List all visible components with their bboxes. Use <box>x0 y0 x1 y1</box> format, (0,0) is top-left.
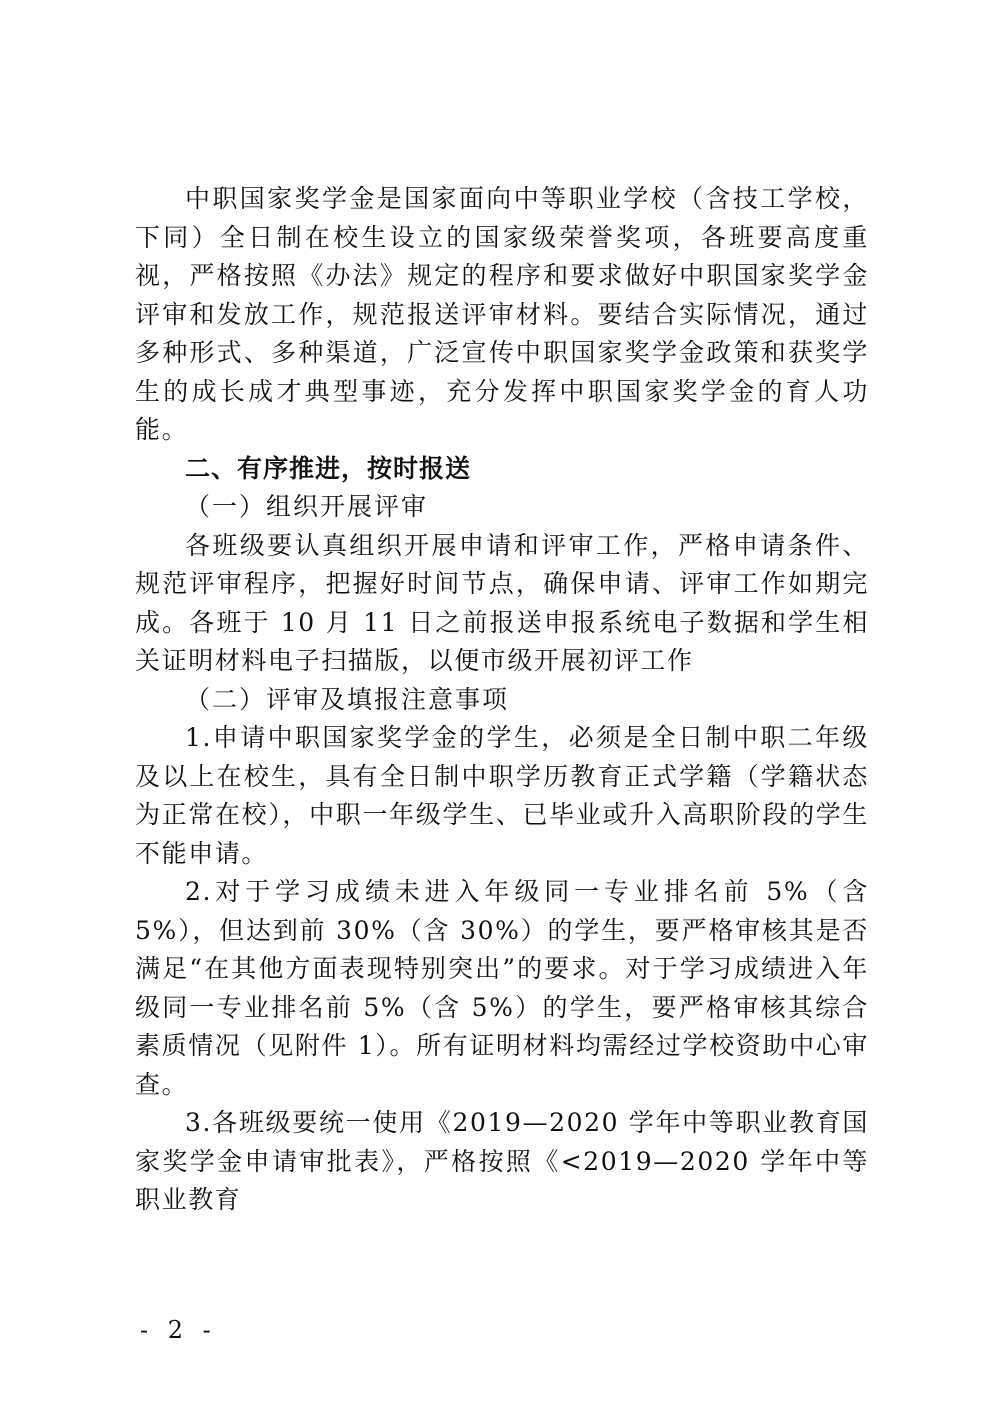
section-heading-2: 二、有序推进，按时报送 <box>185 453 472 483</box>
page-number: - 2 - <box>140 1316 217 1344</box>
subsection-heading-1: （一）组织开展评审 <box>185 492 429 521</box>
paragraph-item-2: 2.对于学习成绩未进入年级同一专业排名前 5%（含 5%），但达到前 30%（含 30%）的学生，要严格审核其是否满足“在其他方面表现特别突出”的要求。对于学习成绩进入年级同一专业排名前 5%（含 5%）的学生，要严格审核其综合素质情况（见附件 1）。所有证明材料均需经过学校资助中心审查。 <box>135 877 869 1099</box>
paragraph-review-organization: 各班级要认真组织开展申请和评审工作，严格申请条件、规范评审程序，把握好时间节点，确保申请、评审工作如期完成。各班于 10 月 11 日之前报送申报系统电子数据和学生相关证明材料电子扫描版，以便市级开展初评工作 <box>135 530 869 675</box>
paragraph-item-1: 1.申请中职国家奖学金的学生，必须是全日制中职二年级及以上在校生，具有全日制中职学历教育正式学籍（学籍状态为正常在校），中职一年级学生、已毕业或升入高职阶段的学生不能申请。 <box>135 723 869 868</box>
subsection-heading-2: （二）评审及填报注意事项 <box>185 684 510 714</box>
paragraph-intro: 中职国家奖学金是国家面向中等职业学校（含技工学校，下同）全日制在校生设立的国家级荣誉奖项，各班要高度重视，严格按照《办法》规定的程序和要求做好中职国家奖学金评审和发放工作，规范报送评审材料。要结合实际情况，通过多种形式、多种渠道，广泛宣传中职国家奖学金政策和获奖学生的成长成才典型事迹，充分发挥中职国家奖学金的育人功能。 <box>135 184 869 444</box>
paragraph-item-3: 3.各班级要统一使用《2019—2020 学年中等职业教育国家奖学金申请审批表》，严格按照《<2019—2020 学年中等职业教育 <box>135 1108 869 1214</box>
document-body <box>135 180 869 1220</box>
